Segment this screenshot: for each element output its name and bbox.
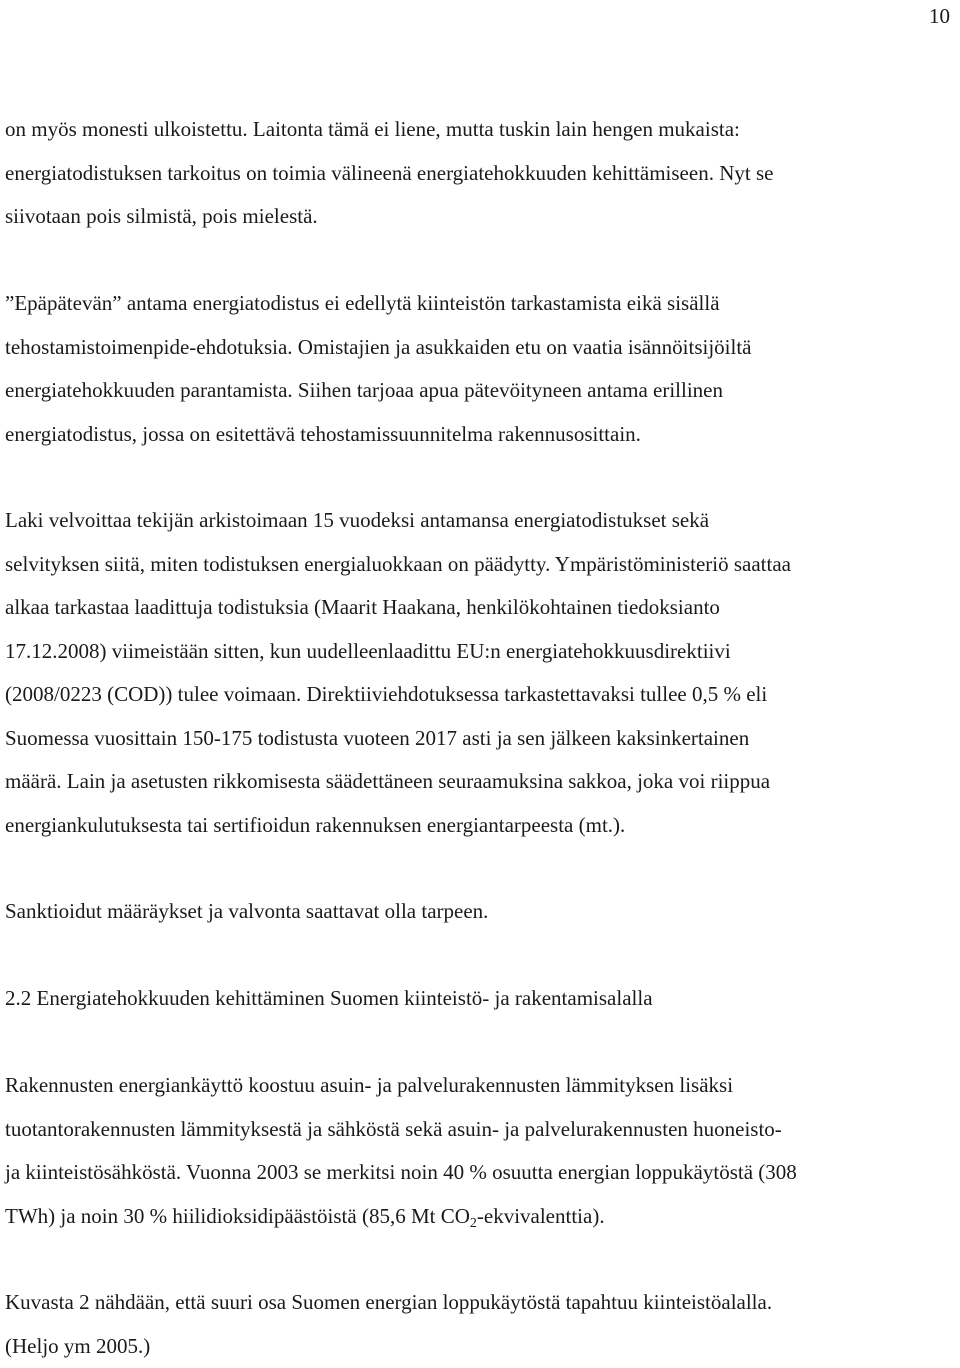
text-line: 17.12.2008) viimeistään sitten, kun uudelleenlaadittu EU:n energiatehokkuusdirektiivi xyxy=(5,630,955,674)
text-line: alkaa tarkastaa laadittuja todistuksia (Maarit Haakana, henkilökohtainen tiedoksianto xyxy=(5,586,955,630)
text-line: on myös monesti ulkoistettu. Laitonta tämä ei liene, mutta tuskin lain hengen mukaista: xyxy=(5,108,955,152)
text-line: energiatodistuksen tarkoitus on toimia välineenä energiatehokkuuden kehittämiseen. Nyt se xyxy=(5,152,955,196)
text-line: (Heljo ym 2005.) xyxy=(5,1325,955,1368)
subscript: 2 xyxy=(470,1216,477,1231)
text-line: energiatehokkuuden parantamista. Siihen tarjoaa apua pätevöityneen antama erillinen xyxy=(5,369,955,413)
text-line: Laki velvoittaa tekijän arkistoimaan 15 vuodeksi antamansa energiatodistukset sekä xyxy=(5,499,955,543)
text-line: tuotantorakennusten lämmityksestä ja sähköstä sekä asuin- ja palvelurakennusten huoneisto- xyxy=(5,1108,955,1152)
paragraph-figure-reference xyxy=(5,1281,955,1368)
section-heading xyxy=(5,977,955,1021)
text-line: määrä. Lain ja asetusten rikkomisesta säädettäneen seuraamuksina sakkoa, joka voi riippua xyxy=(5,760,955,804)
text-line: energiankulutuksesta tai sertifioidun rakennuksen energiantarpeesta (mt.). xyxy=(5,804,955,848)
page-number: 10 xyxy=(929,2,950,30)
text-line: Kuvasta 2 nähdään, että suuri osa Suomen energian loppukäytöstä tapahtuu kiinteistöalalla. xyxy=(5,1281,955,1325)
text-segment: TWh) ja noin 30 % hiilidioksidipäästöistä (85,6 Mt CO xyxy=(5,1204,470,1228)
text-segment: -ekvivalenttia). xyxy=(477,1204,605,1228)
text-line: selvityksen siitä, miten todistuksen energialuokkaan on päädytty. Ympäristöministeriö saattaa xyxy=(5,543,955,587)
paragraph-continuation xyxy=(5,108,955,239)
paragraph-incompetent-certificate xyxy=(5,282,955,456)
text-line: tehostamistoimenpide-ehdotuksia. Omistajien ja asukkaiden etu on vaatia isännöitsijöiltä xyxy=(5,326,955,370)
paragraph-law-obligations xyxy=(5,499,955,847)
text-line: energiatodistus, jossa on esitettävä tehostamissuunnitelma rakennusosittain. xyxy=(5,413,955,457)
text-line: ja kiinteistösähköstä. Vuonna 2003 se merkitsi noin 40 % osuutta energian loppukäytöstä (308 xyxy=(5,1151,955,1195)
text-line: Sanktioidut määräykset ja valvonta saattavat olla tarpeen. xyxy=(5,890,955,934)
text-line xyxy=(5,1195,955,1239)
text-line: siivotaan pois silmistä, pois mielestä. xyxy=(5,195,955,239)
section-heading-text: 2.2 Energiatehokkuuden kehittäminen Suomen kiinteistö- ja rakentamisalalla xyxy=(5,977,955,1021)
text-line: (2008/0223 (COD)) tulee voimaan. Direktiiviehdotuksessa tarkastettavaksi tullee 0,5 % eli xyxy=(5,673,955,717)
text-line: Rakennusten energiankäyttö koostuu asuin- ja palvelurakennusten lämmityksen lisäksi xyxy=(5,1064,955,1108)
paragraph-building-energy xyxy=(5,1064,955,1238)
text-line: ”Epäpätevän” antama energiatodistus ei edellytä kiinteistön tarkastamista eikä sisällä xyxy=(5,282,955,326)
paragraph-sanctions xyxy=(5,890,955,934)
text-line: Suomessa vuosittain 150-175 todistusta vuoteen 2017 asti ja sen jälkeen kaksinkertainen xyxy=(5,717,955,761)
